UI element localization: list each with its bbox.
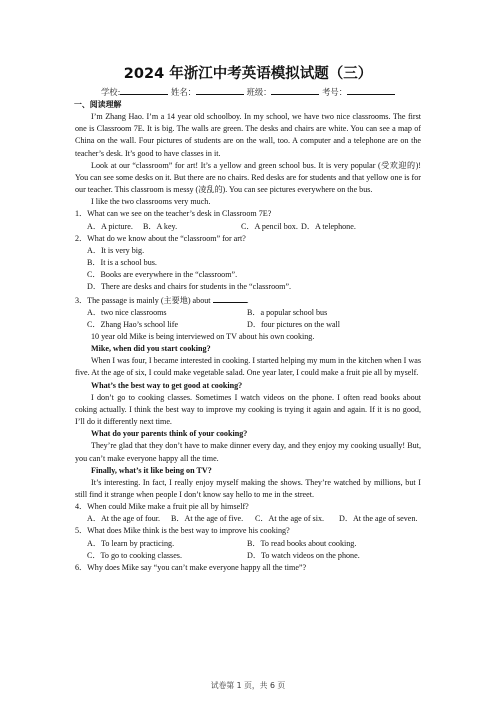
passage-paragraph: Look at our “classroom” for art! It’s a yellow and green school bus. It is very popular (受欢迎的)! You can see some desks on it. But there are no chairs. Red desks are for students and that yellow one is for our teacher. This classroom is messy (凌乱的). You can see pictures everywhere on the bus. [75, 160, 421, 195]
option: B．To read books about cooking. [247, 538, 357, 548]
option: B．A key. [143, 221, 178, 231]
question-stem [75, 294, 421, 307]
option-row [75, 550, 421, 562]
option: C．Zhang Hao’s school life [87, 319, 179, 329]
option: C．A pencil box. [241, 221, 298, 231]
option: A．A picture. [87, 221, 133, 231]
class-blank [271, 86, 319, 95]
option-row [75, 319, 421, 331]
passage-intro: 10 year old Mike is being interviewed on TV about his own cooking. [91, 331, 315, 341]
option-row [75, 513, 421, 525]
interview-question: What do your parents think of your cooking? [91, 429, 248, 439]
exam-no-label: 考号： [322, 87, 348, 97]
option: A．It is very big. [87, 245, 145, 255]
option: D．At the age of seven. [339, 514, 418, 524]
interview-question: What’s the best way to get good at cooking? [91, 380, 243, 390]
passage-paragraph: I like the two classrooms very much. [91, 197, 211, 207]
exam-title: 2024 年浙江中考英语模拟试题（三） [123, 66, 373, 82]
interview-question: Mike, when did you start cooking? [91, 344, 211, 354]
option: A．two nice classrooms [87, 307, 167, 317]
question-stem: 4．When could Mike make a fruit pie all by himself? [75, 502, 249, 512]
exam-no-blank [347, 86, 395, 95]
section-heading: 一、阅读理解 [74, 100, 122, 109]
name-blank [196, 86, 244, 95]
option: D．To watch videos on the phone. [247, 550, 360, 560]
interview-question: Finally, what’s it like being on TV? [91, 465, 212, 475]
option: D．There are desks and chairs for students in the “classroom”. [87, 282, 292, 292]
school-label: 学校: [100, 87, 121, 97]
question-stem: 1．What can we see on the teacher’s desk in Classroom 7E? [75, 209, 272, 219]
interview-answer: I don’t go to cooking classes. Sometimes I watch videos on the phone. I often read books about coking actually. I think the best way to improve my cooking is trying it again and again. If it is no good, I’ll do it differently next time. [75, 392, 421, 427]
name-label: 姓名： [171, 87, 196, 97]
interview-answer: When I was four, I became interested in cooking. I started helping my mum in the kitchen when I was five. At the age of six, I could make vegetable salad. One year later, I could make a fruit pie all by myself. [75, 356, 421, 378]
student-info-line [0, 86, 496, 98]
option-row [75, 538, 421, 550]
option: C．Books are everywhere in the “classroom”. [87, 270, 238, 280]
option: D．A telephone. [301, 221, 356, 231]
option: C．To go to cooking classes. [87, 550, 182, 560]
option-row [75, 221, 421, 233]
question-stem: 5．What does Mike think is the best way to improve his cooking? [75, 526, 290, 536]
exam-content [75, 99, 421, 574]
interview-answer: They’re glad that they don’t have to make dinner every day, and they enjoy my cooking usually! But, you can’t make everyone happy all the time. [75, 441, 421, 463]
option: D．four pictures on the wall [247, 319, 341, 329]
answer-blank [213, 294, 247, 303]
option: A．At the age of four. [87, 514, 161, 524]
question-stem: 2．What do we know about the “classroom” for art? [75, 233, 246, 243]
option: C．At the age of six. [255, 514, 325, 524]
option: A．To learn by practicing. [87, 538, 175, 548]
school-blank [120, 86, 168, 95]
interview-answer: It’s interesting. In fact, I really enjoy myself making the shows. They’re watched by millions, but I still find it strange when people I don’t know say hello to me in the street. [75, 477, 421, 499]
page-footer: 试卷第 1 页，共 6 页 [210, 681, 286, 690]
option: B．It is a school bus. [87, 258, 157, 268]
question-stem-text: 3．The passage is mainly (主要地) about [75, 295, 211, 305]
option: B．a popular school bus [247, 307, 328, 317]
option-row [75, 307, 421, 319]
option: B．At the age of five. [171, 514, 244, 524]
question-stem-end: . [246, 295, 249, 305]
passage-paragraph: I’m Zhang Hao. I’m a 14 year old schoolboy. In my school, we have two nice classrooms. The first one is Classroom 7E. It is big. The walls are green. The desks and chairs are white. You can see a map of China on the wall. Four pictures of students are on the wall, too. A computer and a telephone are on the teacher’s desk. It’s good to have classes in it. [75, 112, 421, 158]
question-stem: 6．Why does Mike say “you can’t make everyone happy all the time”? [75, 562, 307, 572]
class-label: 班级： [246, 87, 272, 97]
